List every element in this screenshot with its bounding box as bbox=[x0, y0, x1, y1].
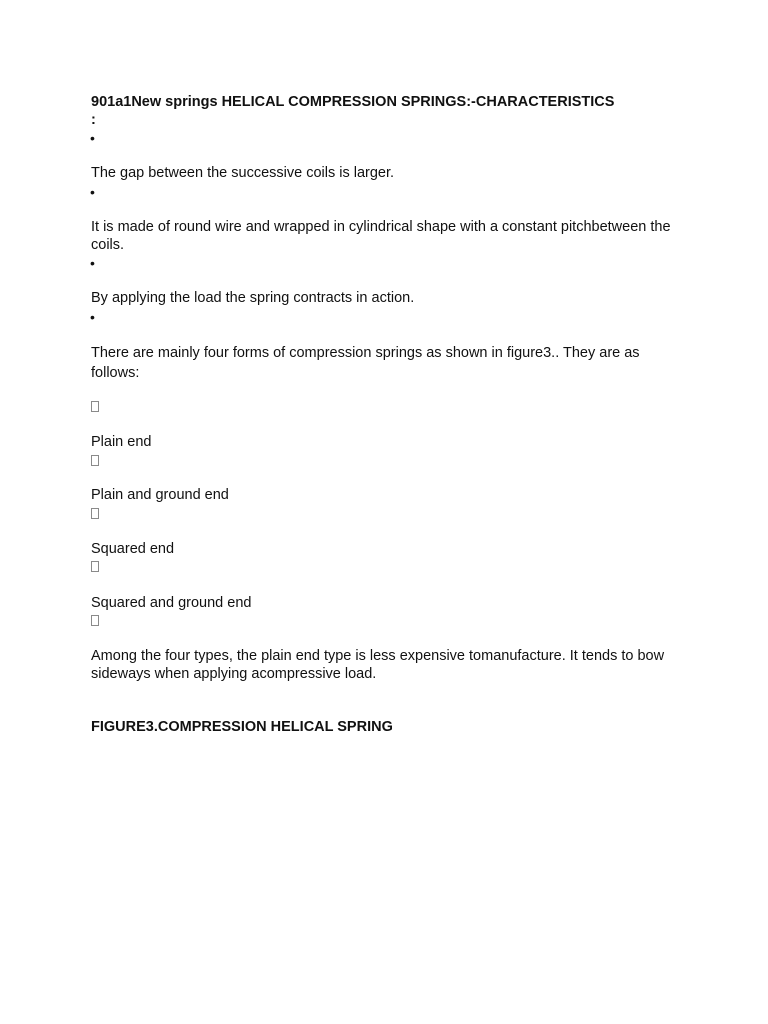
empty-box-glyph-icon bbox=[91, 508, 99, 519]
figure-caption: FIGURE3.COMPRESSION HELICAL SPRING bbox=[91, 719, 393, 735]
title-colon: : bbox=[91, 112, 96, 128]
characteristic-text: The gap between the successive coils is larger. bbox=[91, 165, 395, 181]
characteristic-text: By applying the load the spring contracts in action. bbox=[91, 290, 415, 306]
document-title: 901a1New springs HELICAL COMPRESSION SPRINGS:-CHARACTERISTICS bbox=[91, 94, 615, 110]
empty-box-glyph-icon bbox=[91, 561, 99, 572]
spring-form-item: Squared and ground end bbox=[91, 595, 252, 611]
spring-form-item: Plain and ground end bbox=[91, 487, 229, 503]
bullet-icon: • bbox=[90, 184, 95, 200]
empty-box-glyph-icon bbox=[91, 401, 99, 412]
bullet-icon: • bbox=[90, 309, 95, 325]
empty-box-glyph-icon bbox=[91, 455, 99, 466]
conclusion-paragraph: Among the four types, the plain end type is less expensive tomanufacture. It tends to bow sideways when applying acompressive load. bbox=[91, 648, 665, 682]
spring-form-item: Plain end bbox=[91, 434, 152, 450]
empty-box-glyph-icon bbox=[91, 615, 99, 626]
characteristic-text: There are mainly four forms of compression springs as shown in figure3.. They are as follows: bbox=[91, 345, 640, 381]
bullet-icon: • bbox=[90, 130, 95, 146]
characteristic-text: It is made of round wire and wrapped in cylindrical shape with a constant pitchbetween the coils. bbox=[91, 219, 671, 253]
bullet-icon: • bbox=[90, 255, 95, 271]
spring-form-item: Squared end bbox=[91, 541, 175, 557]
